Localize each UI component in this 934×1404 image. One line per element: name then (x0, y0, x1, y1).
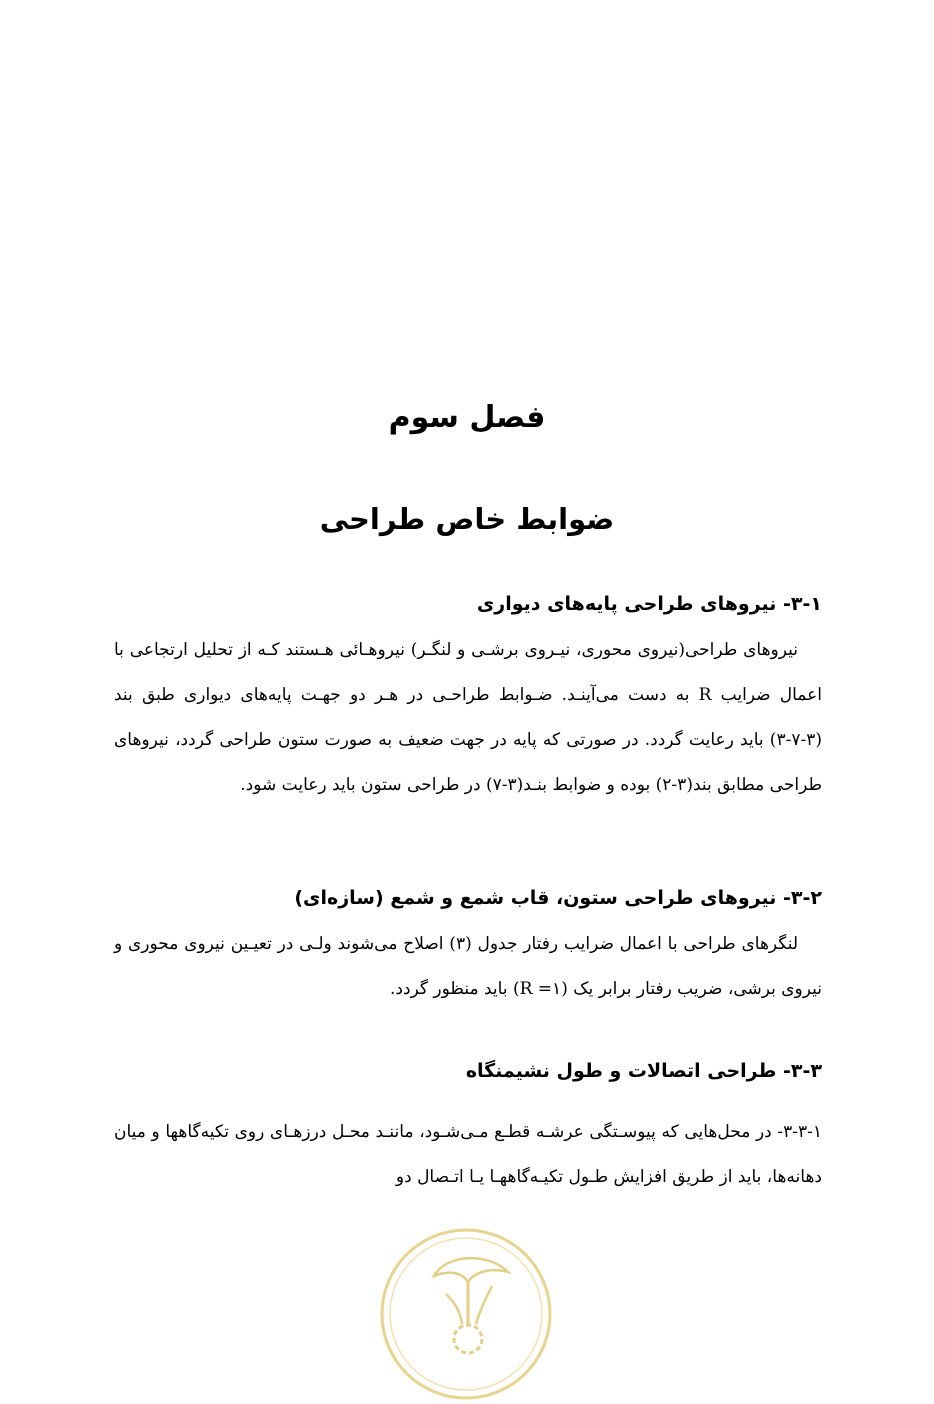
section-heading-3-2: ۳-۲- نیروهای طراحی ستون، قاب شمع و شمع (سازه‌ای) (294, 887, 822, 909)
section-body-3-3-1: ۳-۳-۱- در محل‌هایی که پیوسـتگی عرشـه قطـع مـی‌شـود، ماننـد محـل درزهـای روی تکیه‌گاهها و میان دهانه‌ها، باید از طریق افزایش طـول تکیـه‌گاههـا یـا اتـصال دو (114, 1122, 822, 1187)
section-body-3-2 (114, 922, 822, 1012)
section-heading-3-1: ۳-۱- نیروهای طراحی پایه‌های دیواری (476, 593, 822, 615)
chapter-title: فصل سوم (388, 400, 546, 435)
chapter-subtitle: ضوابط خاص طراحی (319, 502, 615, 536)
section-heading-3-3: ۳-۳- طراحی اتصالات و طول نشیمنگاه (465, 1060, 822, 1082)
paragraph-text: لنگرهای طراحی با اعمال ضرایب رفتار جدول (۳) اصلاح می‌شوند ولـی در تعیـین نیروی محوری و نیروی برشی، ضریب رفتار برابر یک (R =۱) باید منظور گردد. (114, 934, 822, 999)
paragraph-text: نیروهای طراحی(نیروی محوری، نیـروی برشـی و لنگـر) نیروهـائی هـستند کـه از تحلیل ارتجاعی با اعمال ضرایب R به دست می‌آینـد. ضـوابط طراحـی در هـر دو جهـت پایه‌های دیواری طبق بند (۳-۷-۳) باید رعایت گردد. در صورتی که پایه در جهت ضعیف به صورت ستون طراحی گردد، نیروهای طراحی مطابق بند(۳-۲) بوده و ضوابط بنـد(۳-۷) در طراحی ستون باید رعایت شود. (114, 640, 822, 795)
section-body-3-1 (114, 628, 822, 808)
watermark-logo-icon (376, 1224, 556, 1404)
